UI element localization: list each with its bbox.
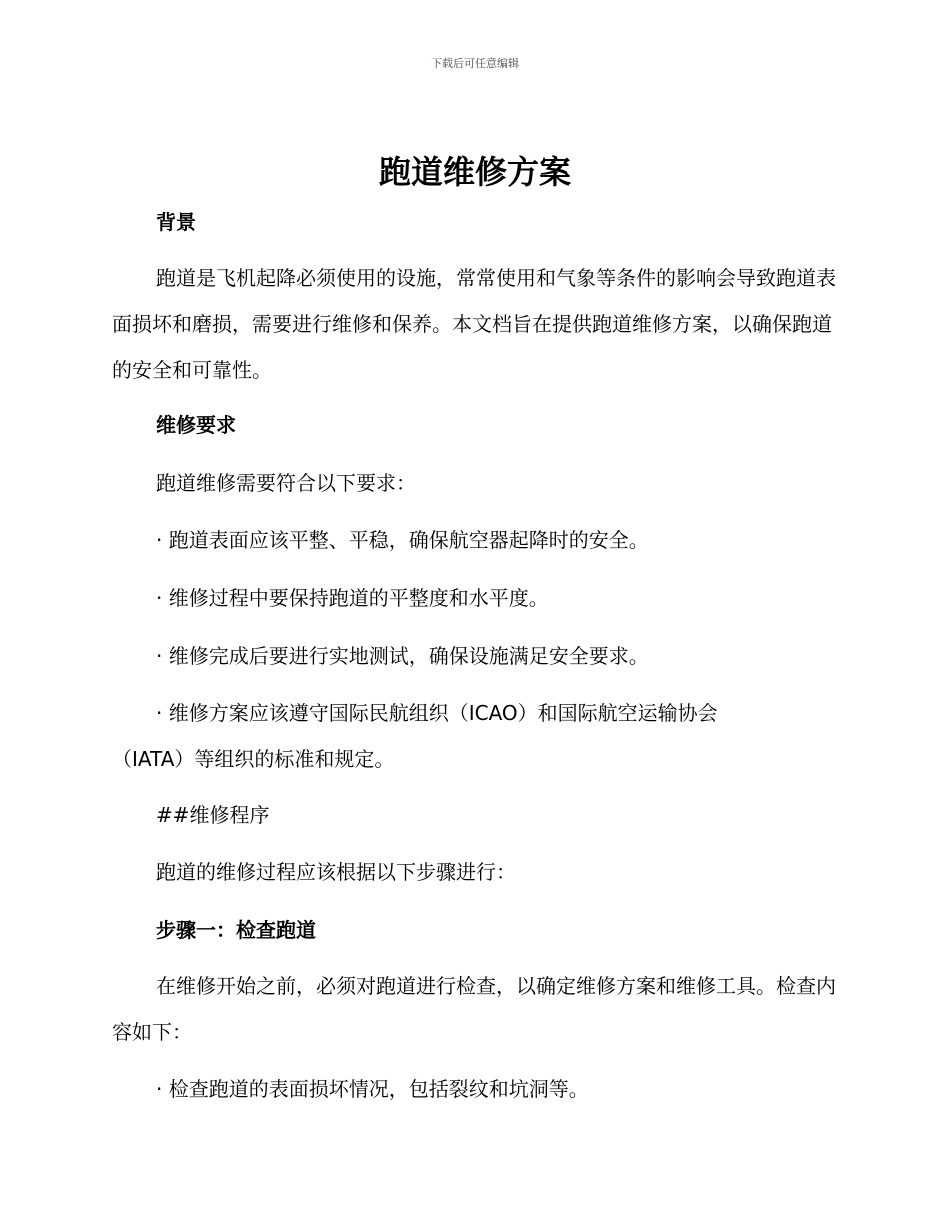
list-item-requirement: · 维修完成后要进行实地测试，确保设施满足安全要求。 (156, 644, 649, 668)
list-item-requirement: · 跑道表面应该平整、平稳，确保航空器起降时的安全。 (156, 528, 649, 552)
document-title: 跑道维修方案 (378, 153, 571, 191)
header-note: 下载后可任意编辑 (431, 57, 519, 70)
list-item-step1: · 检查跑道的表面损坏情况，包括裂纹和坑洞等。 (156, 1077, 589, 1101)
section-heading-procedure: ##维修程序 (156, 803, 270, 827)
section-heading-step1: 步骤一：检查跑道 (156, 918, 316, 942)
paragraph-background: 跑道是飞机起降必须使用的设施，常常使用和气象等条件的影响会导致跑道表面损坏和磨损，需要进行维修和保养。本文档旨在提供跑道维修方案，以确保跑道的安全和可靠性。 (112, 266, 836, 382)
section-heading-requirements: 维修要求 (156, 413, 236, 437)
section-heading-background: 背景 (156, 210, 196, 234)
paragraph-requirements-intro: 跑道维修需要符合以下要求： (156, 471, 416, 495)
list-item-requirement: · 维修过程中要保持跑道的平整度和水平度。 (156, 586, 549, 610)
paragraph-step1: 在维修开始之前，必须对跑道进行检查，以确定维修方案和维修工具。检查内容如下： (112, 974, 836, 1044)
paragraph-procedure-intro: 跑道的维修过程应该根据以下步骤进行： (156, 860, 516, 884)
list-item-requirement: · 维修方案应该遵守国际民航组织（ICAO）和国际航空运输协会（IATA）等组织的标准和规定。 (112, 701, 718, 771)
